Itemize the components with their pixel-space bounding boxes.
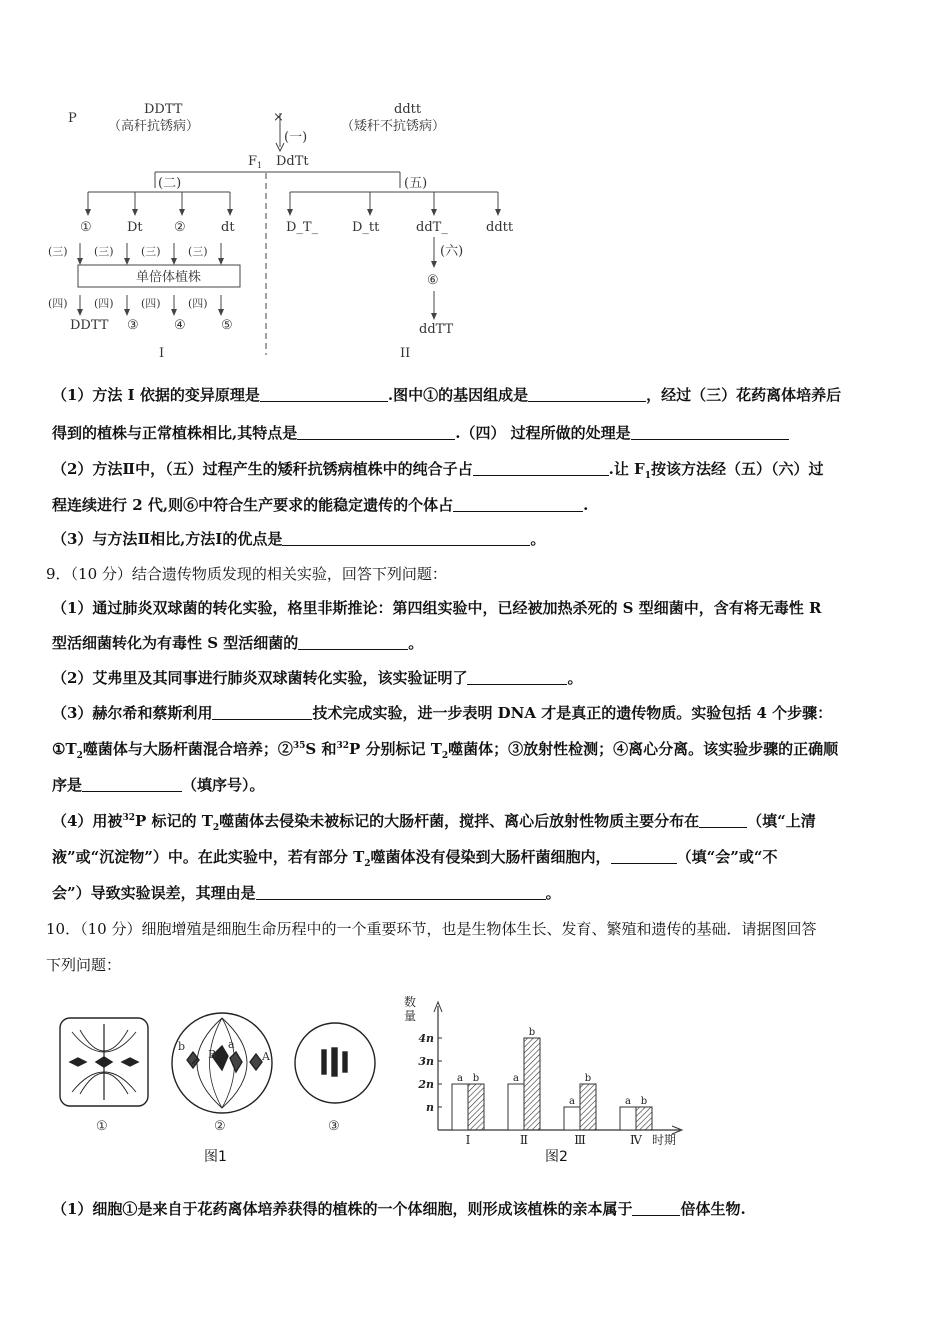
method1-result-2: ③ [127,318,139,333]
step-5-label: (五) [404,176,428,191]
f1-label: F [248,154,258,169]
figure-1-cells [52,1012,392,1137]
item-6: ⑥ [427,273,439,288]
answer-blank[interactable] [212,705,312,720]
cell-2-label: ② [214,1119,226,1134]
bar-b-3 [580,1084,596,1130]
p-generation-label: P [68,111,77,126]
answer-blank[interactable] [260,387,388,402]
step-2-label: (二) [158,176,182,191]
step-4-label-c: (四) [141,297,161,310]
f1-subscript: 1 [257,161,263,170]
cell-3 [295,1023,375,1103]
step-3-label-b: (三) [94,245,114,258]
x-axis-label: 时期 [652,1133,677,1147]
answer-blank[interactable] [467,670,567,685]
cell-2-letter-A: A [262,1050,270,1063]
bar-label-b: b [472,1073,480,1084]
bar-label-a: a [513,1073,519,1084]
bar-a-1 [452,1084,468,1130]
method1-label: I [159,346,165,361]
answer-blank[interactable] [611,849,677,864]
y-tick-label: 2n [418,1078,434,1091]
q9-header: 9．（10 分）结合遗传物质发现的相关实验，回答下列问题： [46,565,447,583]
bar-label-a: a [569,1096,575,1107]
haploid-box-label: 单倍体植株 [136,270,202,285]
f2-type-1: D_T_ [286,220,319,235]
q9-part1-line2: 型活细菌转化为有毒性 S 型活细菌的 。 [52,634,424,652]
q10-part1: （1）细胞①是来自于花药离体培养获得的植株的一个体细胞，则形成该植株的亲本属于 倍体生物. [52,1200,746,1218]
bar-label-b: b [640,1096,648,1107]
cell-2-letter-a: a [228,1038,235,1051]
method1-result-4: ⑤ [221,318,233,333]
y-tick-label: n [426,1101,434,1114]
answer-blank[interactable] [699,813,747,828]
bar-a-2 [508,1084,524,1130]
x-tick-label: Ⅱ [519,1133,529,1147]
answer-blank[interactable] [282,531,530,546]
method1-result-3: ④ [174,318,186,333]
bar-b-2 [524,1038,540,1130]
answer-blank[interactable] [632,1201,680,1216]
cell-1-label: ① [96,1119,108,1134]
bar-b-4 [636,1107,652,1130]
gamete-2: Dt [127,220,143,235]
answer-blank[interactable] [631,425,789,440]
bar-label-b: b [528,1027,536,1038]
answer-blank[interactable] [453,497,583,512]
gamete-3: ② [174,220,186,235]
answer-blank[interactable] [256,885,546,900]
parent1-genotype: DDTT [144,102,183,117]
bar-a-3 [564,1107,580,1130]
step-3-label-c: (三) [141,245,161,258]
q8-part2-line2: 程连续进行 2 代,则⑥中符合生产要求的能稳定遗传的个体占 . [52,496,589,514]
bar-label-b: b [584,1073,592,1084]
method2-final: ddTT [419,322,454,337]
method2-label: II [400,346,411,361]
figure-1-caption: 图1 [204,1149,227,1165]
step-3-label-d: (三) [188,245,208,258]
figure-2-caption: 图2 [545,1149,568,1165]
cell-3-label: ③ [328,1119,340,1134]
q10-header-line2: 下列问题： [46,956,122,974]
answer-blank[interactable] [473,461,609,476]
answer-blank[interactable] [297,425,455,440]
q9-part4-line2: 液”或“沉淀物”）中。在此实验中，若有部分 $T_2$噬菌体没有侵染到大肠杆菌细胞内， （填“会”或“不 [52,848,778,869]
gamete-4: dt [221,220,235,235]
q8-part2-line1: （2）方法Ⅱ中，（五）过程产生的矮秆抗锈病植株中的纯合子占 .让 $F_1$按该方法经（五）（六）过 [52,460,824,481]
x-tick-label: Ⅲ [574,1133,586,1147]
f2-type-4: ddtt [486,220,514,235]
cell-2-letter-b: b [178,1040,186,1053]
y-tick-label: 3n [418,1055,434,1068]
bar-b-1 [468,1084,484,1130]
breeding-diagram [40,95,540,370]
q9-part4-line1: （4）用被$^{32}$P 标记的 $T_2$噬菌体去侵染未被标记的大肠杆菌，搅拌、离心后放射性物质主要分布在 （填“上清 [52,812,816,833]
q10-header-line1: 10．（10 分）细胞增殖是细胞生命历程中的一个重要环节，也是生物体生长、发育、繁殖和遗传的基础．请据图回答 [46,920,817,938]
q9-part3-line2: $①T_2$噬菌体与大肠杆菌混合培养；②$^{35}$S 和$^{32}$P 分别标记 $T_2$噬菌体；③放射性检测；④离心分离。该实验步骤的正确顺 [52,740,839,761]
x-tick-label: Ⅰ [465,1133,471,1147]
figure-2-chart [398,992,698,1147]
step-4-label-a: (四) [48,297,68,310]
gamete-1: ① [80,220,92,235]
parent1-phenotype: （高秆抗锈病） [108,119,200,134]
parent2-phenotype: （矮秆不抗锈病） [341,119,446,134]
q8-part3: （3）与方法Ⅱ相比,方法Ⅰ的优点是 。 [52,530,546,548]
q8-part1-line2: 得到的植株与正常植株相比,其特点是 .（四） 过程所做的处理是 [52,422,789,443]
y-axis-label: 量 [404,1009,417,1023]
y-axis-label: 数 [404,995,417,1009]
q9-part2: （2）艾弗里及其同事进行肺炎双球菌转化实验，该实验证明了 。 [52,669,583,687]
cell-2-letter-B: B [208,1048,217,1061]
y-tick-label: 4n [418,1032,434,1045]
q8-part1-line1: （1）方法 I 依据的变异原理是 .图中①的基因组成是 ，经过（三）花药离体培养后 [52,386,842,404]
step-4-label-b: (四) [94,297,114,310]
q9-part1-line1: （1）通过肺炎双球菌的转化实验，格里非斯推论：第四组实验中，已经被加热杀死的 S 型细菌中，含有将无毒性 R [52,599,822,617]
f2-type-3: ddT_ [416,220,448,235]
step-1-label: (一) [284,130,308,145]
answer-blank[interactable] [82,777,182,792]
cell-2 [172,1013,272,1113]
cross-symbol: × [273,110,284,125]
x-tick-label: Ⅳ [630,1133,642,1147]
f1-genotype: DdTt [276,154,309,169]
answer-blank[interactable] [528,387,646,402]
step-6-label: (六) [440,244,464,259]
q9-part3-line1: （3）赫尔希和蔡斯利用 技术完成实验，进一步表明 DNA 才是真正的遗传物质。实验包括 4 个步骤： [52,704,833,722]
q9-part4-line3: 会”）导致实验误差，其理由是 。 [52,884,561,902]
q9-part3-line3: 序是 （填序号）。 [52,776,265,794]
bar-a-4 [620,1107,636,1130]
bar-label-a: a [625,1096,631,1107]
f2-type-2: D_tt [352,220,380,235]
step-3-label-a: (三) [48,245,68,258]
cell-1 [60,1018,148,1106]
bar-label-a: a [457,1073,463,1084]
parent2-genotype: ddtt [394,102,422,117]
answer-blank[interactable] [298,635,408,650]
method1-result-1: DDTT [70,318,109,333]
step-4-label-d: (四) [188,297,208,310]
